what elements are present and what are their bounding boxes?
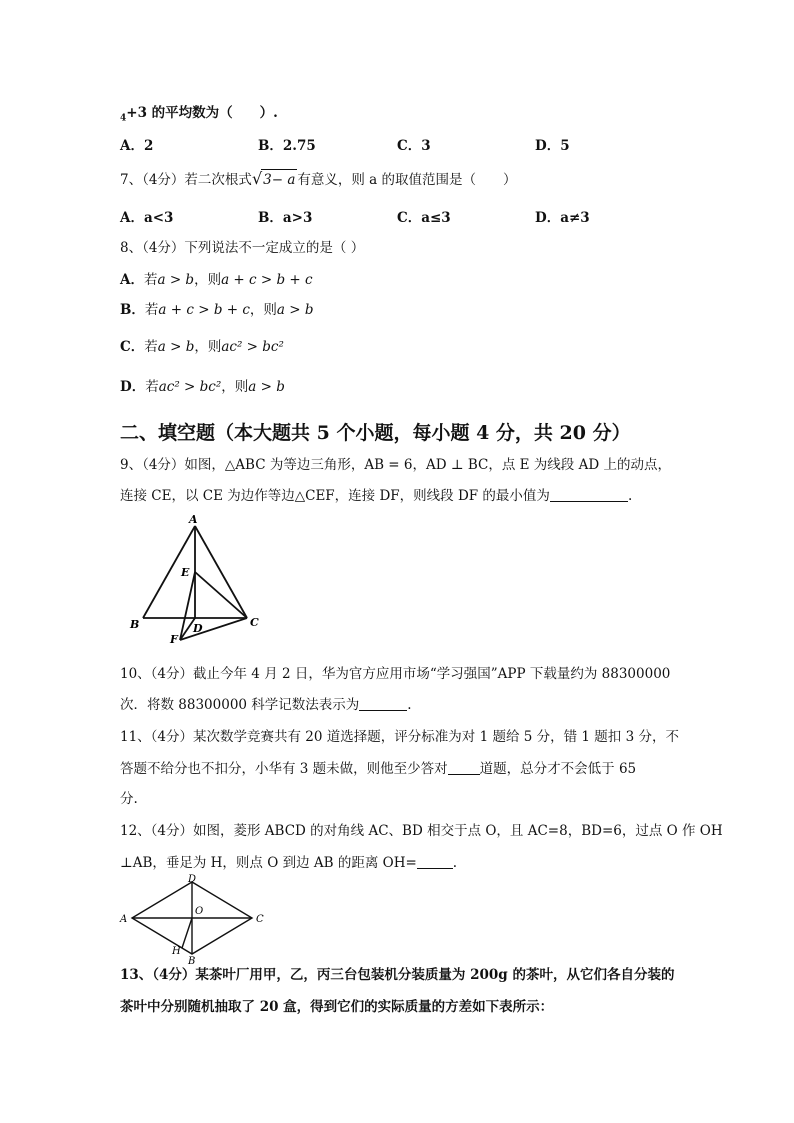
q12-label-a: A [120,914,128,925]
q7-option-c: C．a≤3 [397,210,451,226]
q13-line-1: 13、（4分）某茶叶厂用甲，乙，丙三台包装机分装质量为 200g 的茶叶，从它们各自分装的 [120,967,675,983]
q12-label-o: O [195,906,204,917]
q11-line-3: 分. [120,791,138,807]
q9-label-c: C [250,616,259,629]
q8-option-a: A．若a > b，则a + c > b + c [120,272,313,288]
q12-label-d: D [188,874,197,885]
q11-line-2: 答题不给分也不扣分，小华有 3 题未做，则他至少答对 道题，总分才不会低于 65 [120,761,637,777]
q10-line-1: 10、（4分）截止今年 4 月 2 日，华为官方应用市场“学习强国”APP 下载量约为 88300000 [120,666,671,682]
q7-stem: 7、（4分）若二次根式√3− a 有意义，则 a 的取值范围是（ ） [120,169,517,188]
q12-answer-blank[interactable] [417,854,453,869]
q11-answer-blank[interactable] [448,760,480,775]
q6-option-a: A．2 [120,138,154,154]
q12-label-h: H [172,946,181,957]
q9-label-a: A [189,513,198,526]
q8-option-d: D．若ac² > bc²，则a > b [120,379,285,395]
q12-line-1: 12、（4分）如图，菱形 ABCD 的对角线 AC、BD 相交于点 O，且 AC=8，BD=6，过点 O 作 OH [120,823,723,839]
q12-label-c: C [256,914,264,925]
q6-option-c: C．3 [397,138,431,154]
q8-option-c: C．若a > b，则ac² > bc² [120,339,284,355]
q8-option-b: B．若a + c > b + c，则a > b [120,302,314,318]
q13-line-2: 茶叶中分别随机抽取了 20 盒，得到它们的实际质量的方差如下表所示： [120,999,554,1015]
q9-line-2: 连接 CE，以 CE 为边作等边△CEF，连接 DF，则线段 DF 的最小值为 . [120,488,633,504]
q12-label-b: B [188,956,196,964]
q12-line-2: ⊥AB，垂足为 H，则点 O 到边 AB 的距离 OH= . [120,855,458,871]
q12-figure [118,874,273,964]
q8-stem: 8、（4分）下列说法不一定成立的是（ ） [120,240,365,256]
section-2-title: 二、填空题（本大题共 5 个小题，每小题 4 分，共 20 分） [120,422,631,444]
q11-line-1: 11、（4分）某次数学竞赛共有 20 道选择题，评分标准为对 1 题给 5 分，错 1 题扣 3 分，不 [120,729,679,745]
q9-label-f: F [170,633,178,645]
q9-answer-blank[interactable] [550,487,628,502]
q7-option-d: D．a≠3 [535,210,590,226]
q6-stem-tail: $_4$+3 的平均数为（ ）. [120,105,278,124]
q9-figure [125,510,265,645]
q10-line-2: 次．将数 88300000 科学记数法表示为 . [120,697,412,713]
q6-option-d: D．5 [535,138,570,154]
q7-option-b: B．a>3 [258,210,313,226]
q6-option-b: B．2.75 [258,138,316,154]
q10-answer-blank[interactable] [359,696,407,711]
q9-label-d: D [193,622,203,635]
q9-label-b: B [130,618,140,631]
q7-option-a: A．a<3 [120,210,174,226]
q9-line-1: 9、（4分）如图，△ABC 为等边三角形，AB = 6，AD ⊥ BC，点 E 为线段 AD 上的动点， [120,457,671,473]
q9-label-e: E [181,566,190,579]
